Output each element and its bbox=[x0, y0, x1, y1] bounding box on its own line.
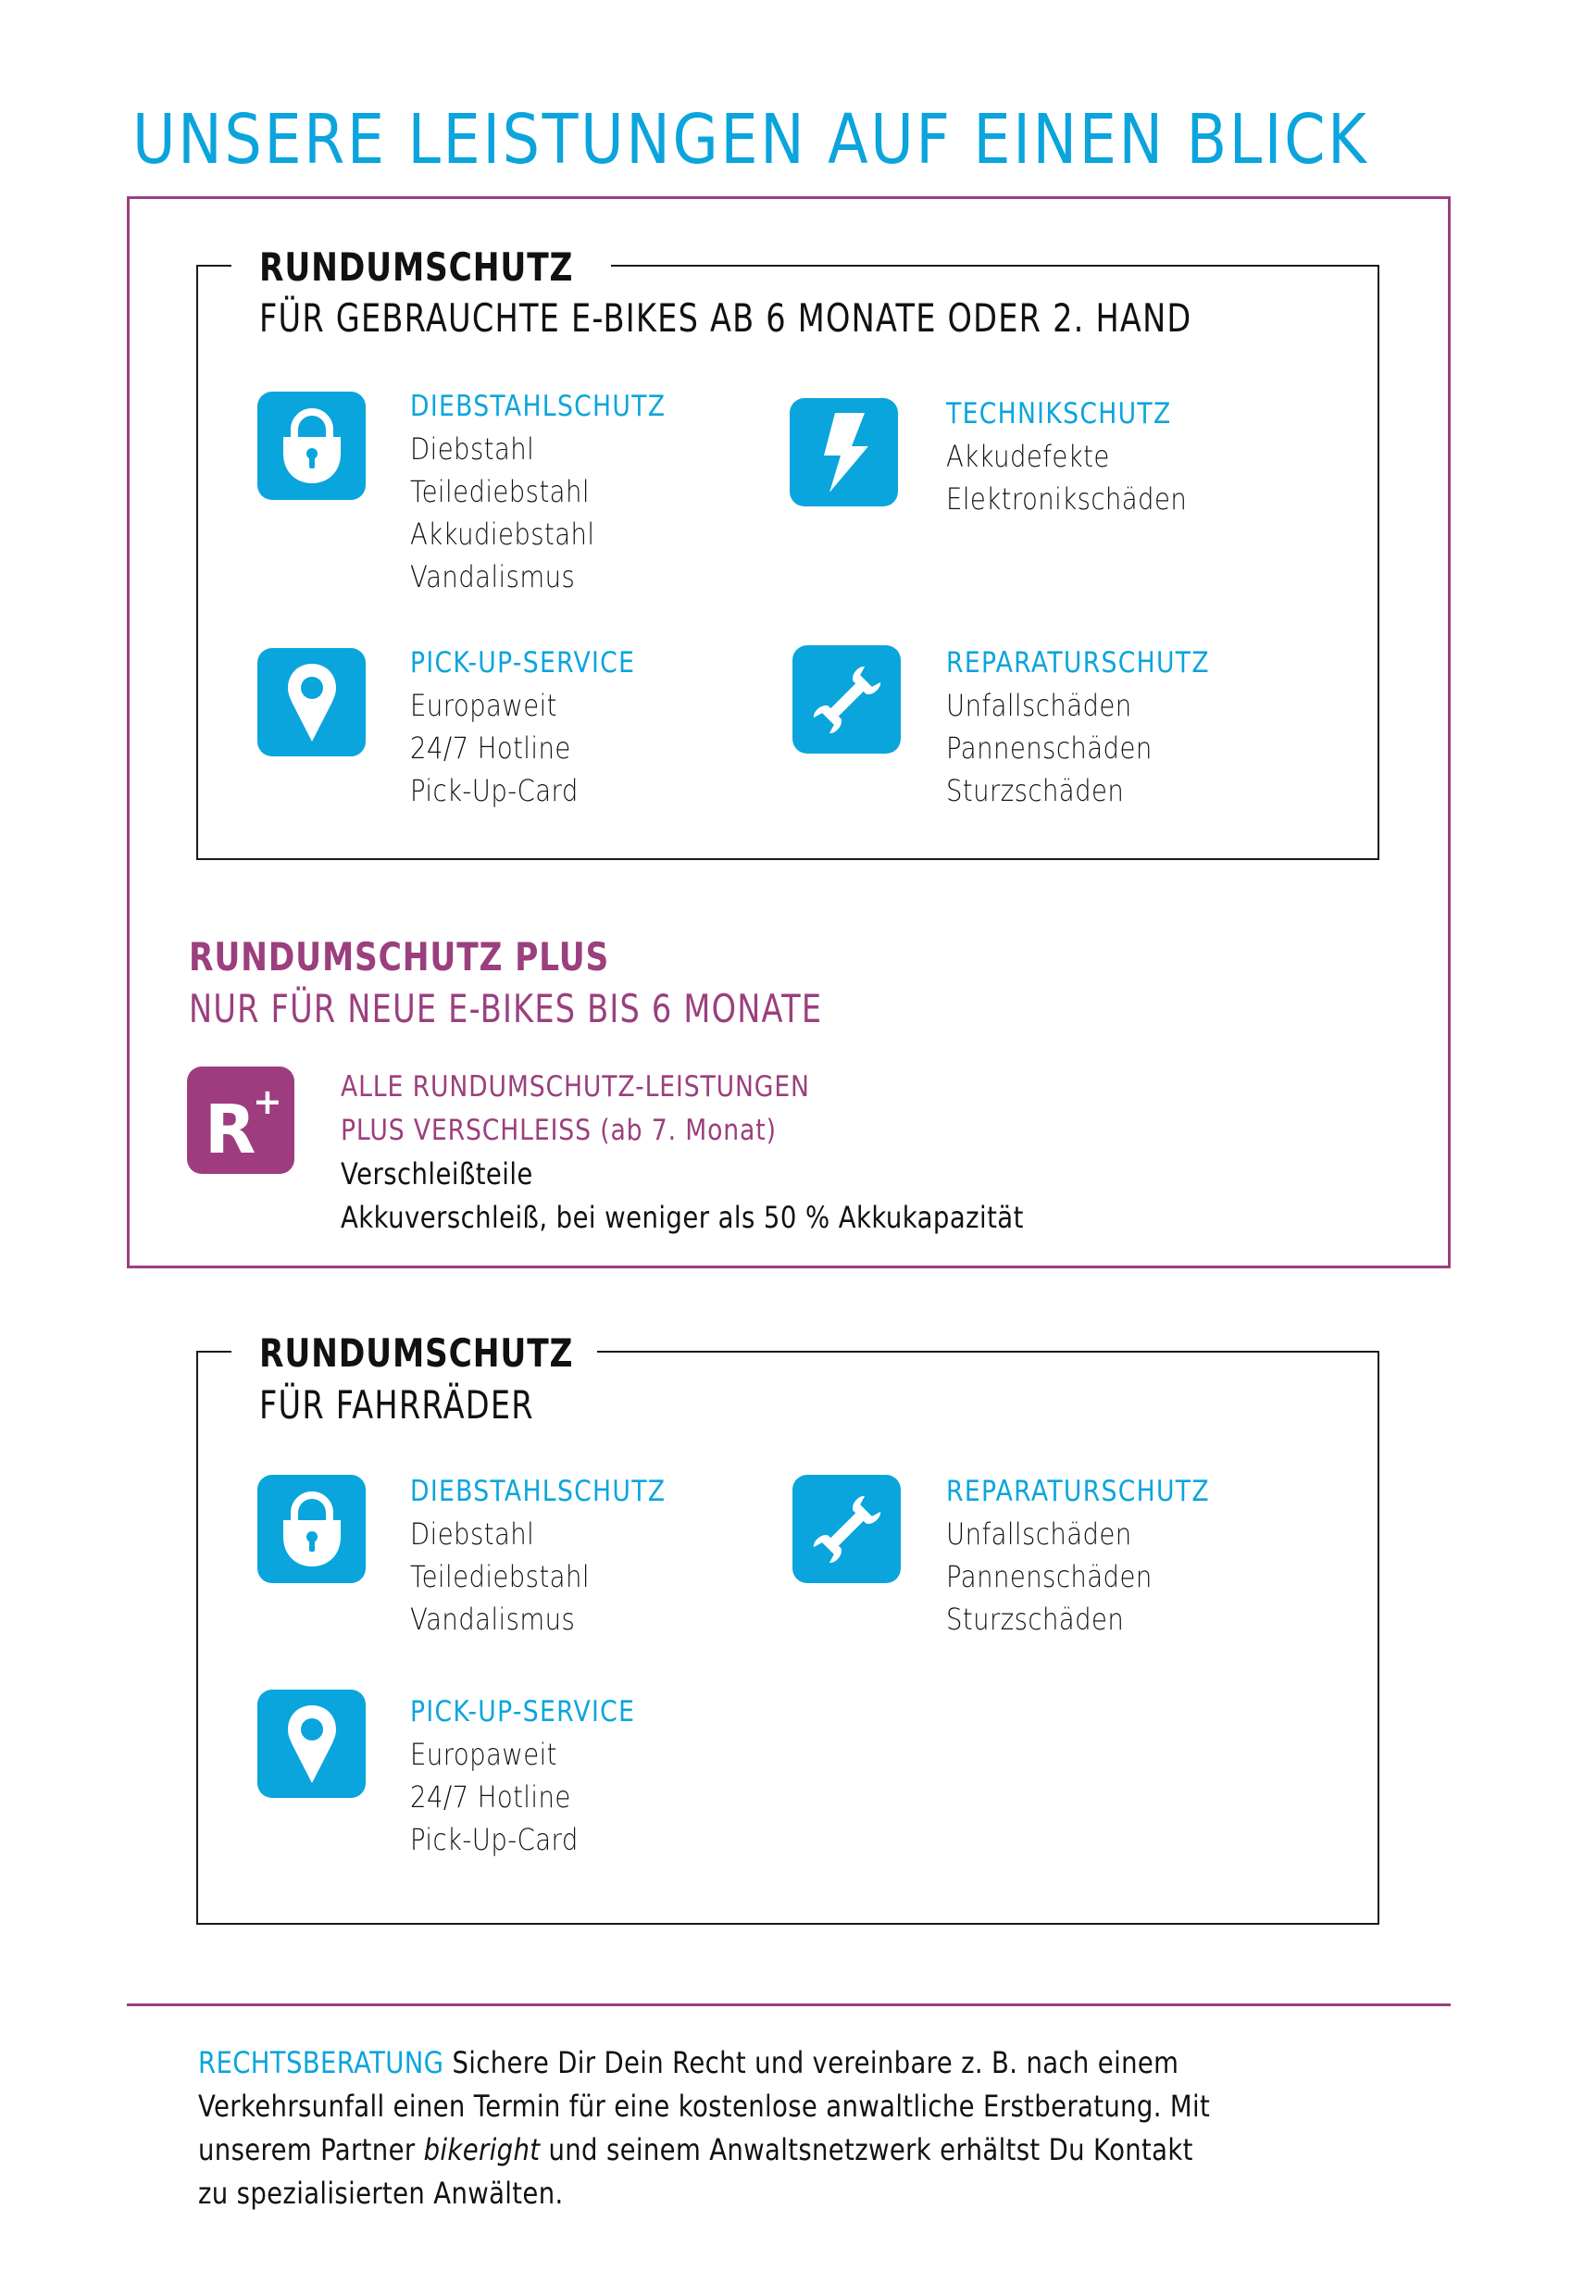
service-title: DIEBSTAHLSCHUTZ bbox=[410, 390, 667, 423]
wrench-icon bbox=[792, 645, 901, 754]
service-technikschutz bbox=[946, 393, 1227, 520]
service-line: Europaweit bbox=[410, 688, 557, 723]
service-line: Akkudiebstahl bbox=[410, 517, 595, 552]
service-line: Pannenschäden bbox=[946, 1559, 1153, 1594]
service-title: TECHNIKSCHUTZ bbox=[946, 397, 1172, 430]
service-line: Teilediebstahl bbox=[410, 1559, 590, 1594]
plus-line: Verschleißteile bbox=[341, 1156, 533, 1192]
plus-line: Akkuverschleiß, bei weniger als 50 % Akkukapazität bbox=[341, 1200, 1024, 1235]
service-line: Vandalismus bbox=[410, 559, 576, 594]
para-line: zu spezialisierten Anwälten. bbox=[198, 2176, 564, 2211]
map-pin-icon bbox=[257, 648, 366, 756]
service-line: Diebstahl bbox=[410, 1516, 535, 1552]
service-line: Vandalismus bbox=[410, 1602, 576, 1637]
service-line: Unfallschäden bbox=[946, 688, 1132, 723]
map-pin-icon bbox=[257, 1690, 366, 1798]
para-line: Verkehrsunfall einen Termin für eine kostenlose anwaltliche Erstberatung. Mit bbox=[198, 2089, 1211, 2124]
service-line: Europaweit bbox=[410, 1737, 557, 1772]
section-divider bbox=[127, 2003, 1451, 2006]
para-line: RECHTSBERATUNG Sichere Dir Dein Recht und vereinbare z. B. nach einem bbox=[198, 2045, 1179, 2080]
plus-title-line: PLUS VERSCHLEISS (ab 7. Monat) bbox=[341, 1114, 777, 1147]
service-title: DIEBSTAHLSCHUTZ bbox=[410, 1475, 667, 1508]
plus-heading: RUNDUMSCHUTZ PLUS bbox=[189, 934, 610, 980]
service-title: PICK-UP-SERVICE bbox=[410, 646, 636, 680]
r-plus-sup: + bbox=[253, 1081, 282, 1122]
lightning-bolt-icon bbox=[790, 398, 898, 506]
service-title: REPARATURSCHUTZ bbox=[946, 1475, 1210, 1508]
service-line: Sturzschäden bbox=[946, 773, 1125, 808]
lock-icon bbox=[257, 392, 366, 500]
service-line: Unfallschäden bbox=[946, 1516, 1132, 1552]
service-line: 24/7 Hotline bbox=[410, 1779, 571, 1815]
box1-subtitle: FÜR GEBRAUCHTE E-BIKES AB 6 MONATE ODER 2. HAND bbox=[259, 295, 1192, 341]
r-plus-icon bbox=[187, 1067, 294, 1174]
service-reparaturschutz bbox=[946, 1470, 1253, 1641]
plus-subtitle: NUR FÜR NEUE E-BIKES BIS 6 MONATE bbox=[189, 986, 823, 1031]
service-line: Teilediebstahl bbox=[410, 474, 590, 509]
plus-title-line: ALLE RUNDUMSCHUTZ-LEISTUNGEN bbox=[341, 1070, 810, 1104]
service-pick-up bbox=[410, 1691, 672, 1861]
service-diebstahlschutz bbox=[410, 1470, 707, 1641]
service-line: Pick-Up-Card bbox=[410, 773, 579, 808]
partner-name: bikeright bbox=[423, 2132, 541, 2167]
service-line: Sturzschäden bbox=[946, 1602, 1125, 1637]
para-line: unserem Partner bikeright und seinem Anwaltsnetzwerk erhältst Du Kontakt bbox=[198, 2132, 1193, 2167]
legal-advice-paragraph bbox=[198, 2041, 1402, 2215]
service-title: REPARATURSCHUTZ bbox=[946, 646, 1210, 680]
box2-subtitle: FÜR FAHRRÄDER bbox=[259, 1382, 534, 1428]
service-line: Akkudefekte bbox=[946, 439, 1110, 474]
service-pick-up bbox=[410, 642, 672, 812]
service-line: Elektronikschäden bbox=[946, 481, 1188, 517]
box1-heading: RUNDUMSCHUTZ bbox=[259, 244, 574, 290]
service-line: Pannenschäden bbox=[946, 730, 1153, 766]
lock-icon bbox=[257, 1475, 366, 1583]
page-title: UNSERE LEISTUNGEN AUF EINEN BLICK bbox=[132, 100, 1369, 180]
wrench-icon bbox=[792, 1475, 901, 1583]
box2-heading: RUNDUMSCHUTZ bbox=[259, 1330, 574, 1376]
service-line: Pick-Up-Card bbox=[410, 1822, 579, 1857]
service-diebstahlschutz bbox=[410, 385, 707, 598]
r-plus-letter: R bbox=[205, 1091, 256, 1162]
service-line: 24/7 Hotline bbox=[410, 730, 571, 766]
legal-label: RECHTSBERATUNG bbox=[198, 2045, 444, 2080]
service-line: Diebstahl bbox=[410, 431, 535, 467]
service-title: PICK-UP-SERVICE bbox=[410, 1695, 636, 1728]
service-reparaturschutz bbox=[946, 642, 1253, 812]
plus-details bbox=[341, 1066, 1135, 1240]
